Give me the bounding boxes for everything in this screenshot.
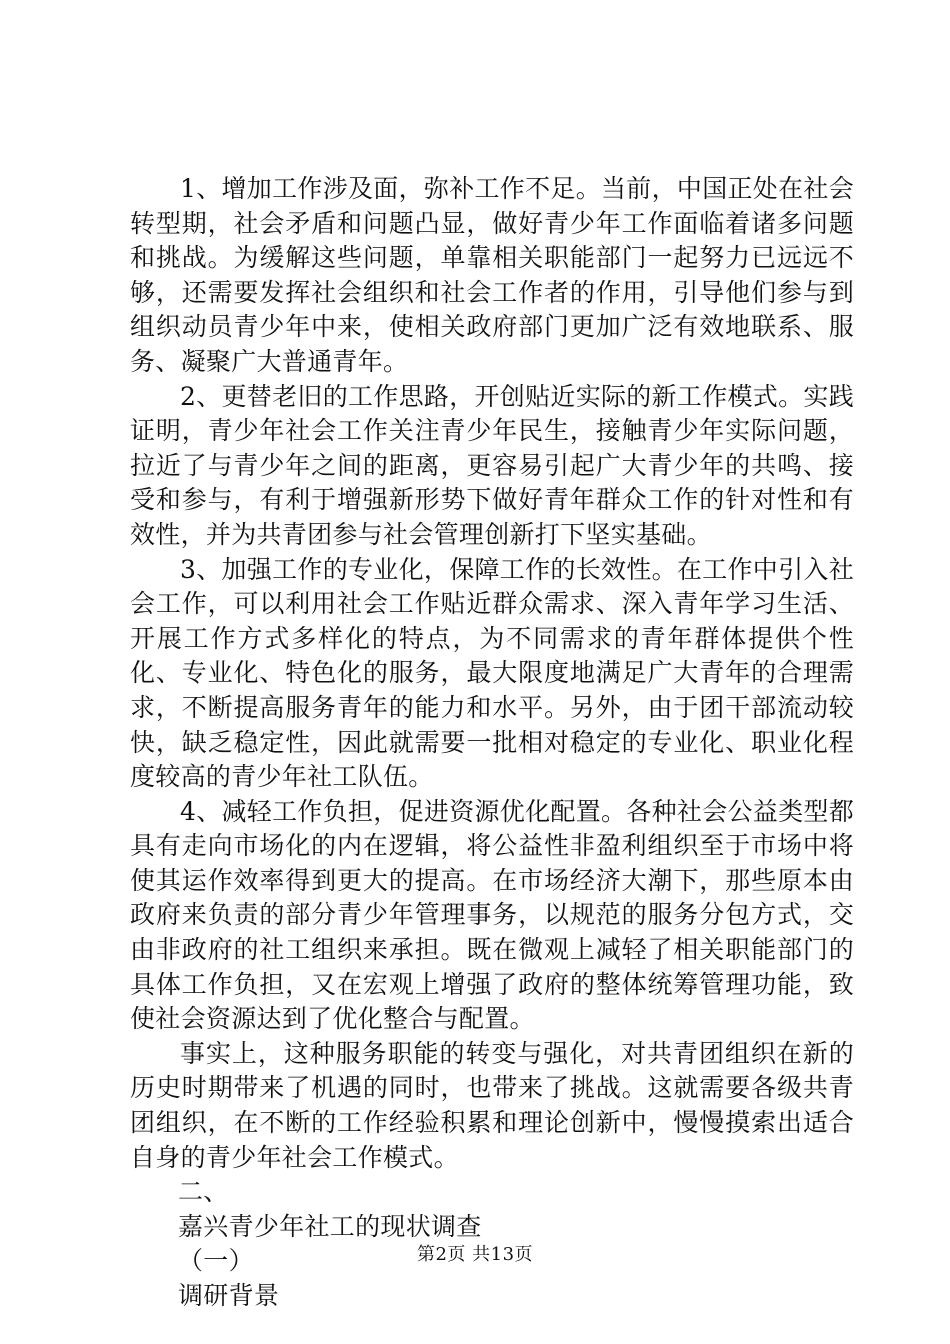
- paragraph-4: 4、减轻工作负担，促进资源优化配置。各种社会公益类型都具有走向市场化的内在逻辑，将公益性非盈利组织至于市场中将使其运作效率得到更大的提高。在市场经济大潮下，那些原本由政府来负责的部分青少年管理事务，以规范的服务分包方式，交由非政府的社工组织来承担。既在微观上减轻了相关职能部门的具体工作负担，又在宏观上增强了政府的整体统筹管理功能，致使社会资源达到了优化整合与配置。: [130, 796, 855, 1034]
- paragraph-1: 1、增加工作涉及面，弥补工作不足。当前，中国正处在社会转型期，社会矛盾和问题凸显，做好青少年工作面临着诸多问题和挑战。为缓解这些问题，单靠相关职能部门一起努力已远远不够，还需要发挥社会组织和社会工作者的作用，引导他们参与到组织动员青少年中来，使相关政府部门更加广泛有效地联系、服务、凝聚广大普通青年。: [130, 174, 855, 376]
- subsection-title: 调研背景: [178, 1281, 280, 1310]
- paragraph-5: 事实上，这种服务职能的转变与强化，对共青团组织在新的历史时期带来了机遇的同时，也带来了挑战。这就需要各级共青团组织，在不断的工作经验积累和理论创新中，慢慢摸索出适合自身的青少年社会工作模式。: [130, 1038, 854, 1172]
- page-footer: 第2页 共13页: [416, 1244, 534, 1265]
- section-title: 嘉兴青少年社工的现状调查: [178, 1211, 482, 1241]
- section-number: 二、: [178, 1177, 229, 1207]
- paragraph-3: 3、加强工作的专业化，保障工作的长效性。在工作中引入社会工作，可以利用社会工作贴近群众需求、深入青年学习生活、开展工作方式多样化的特点，为不同需求的青年群体提供个性化、专业化、特色化的服务，最大限度地满足广大青年的合理需求，不断提高服务青年的能力和水平。另外，由于团干部流动较快，缺乏稳定性，因此就需要一批相对稳定的专业化、职业化程度较高的青少年社工队伍。: [130, 554, 855, 792]
- document-body: [130, 172, 854, 1314]
- paragraph-2: 2、更替老旧的工作思路，开创贴近实际的新工作模式。实践证明，青少年社会工作关注青少年民生，接触青少年实际问题，拉近了与青少年之间的距离，更容易引起广大青少年的共鸣、接受和参与，有利于增强新形势下做好青年群众工作的针对性和有效性，并为共青团参与社会管理创新打下坚实基础。: [130, 381, 855, 549]
- subsection-number: （一）: [178, 1246, 254, 1276]
